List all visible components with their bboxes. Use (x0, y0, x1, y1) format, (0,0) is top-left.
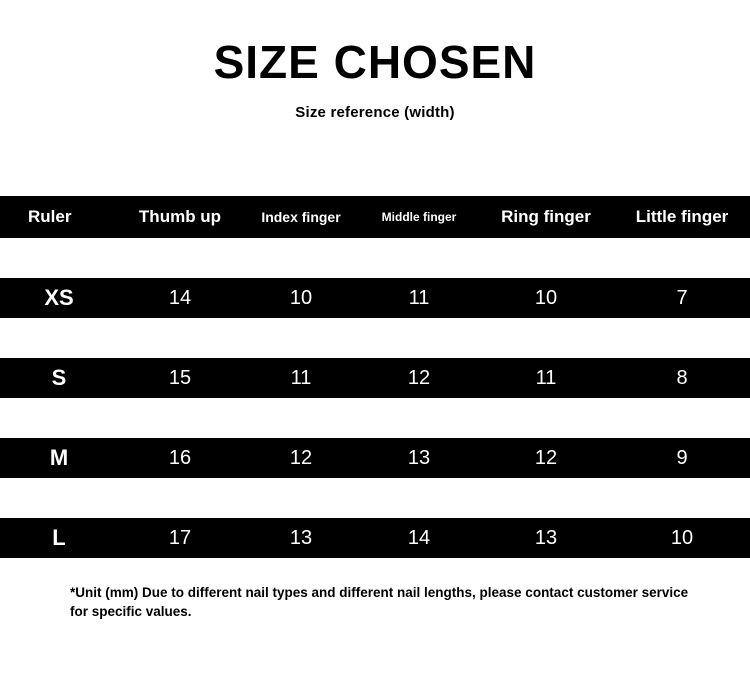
column-header-ring: Ring finger (501, 207, 591, 226)
row-size-label: L (52, 525, 66, 550)
cell-middle: 14 (407, 526, 431, 549)
cell-thumb: 14 (168, 286, 192, 309)
cell-ring: 10 (534, 286, 558, 309)
table-row (0, 438, 750, 478)
footnote-text: *Unit (mm) Due to different nail types and different nail lengths, please contact customer service for specific values. (70, 585, 689, 619)
column-header-index: Index finger (261, 209, 341, 225)
cell-middle: 12 (407, 366, 431, 389)
cell-ring: 11 (535, 366, 557, 389)
column-header-ruler: Ruler (28, 207, 72, 226)
row-size-label: XS (44, 285, 74, 310)
table-header-row (0, 196, 750, 238)
cell-ring: 13 (534, 526, 558, 549)
table-row (0, 278, 750, 318)
cell-thumb: 15 (168, 366, 192, 389)
cell-little: 10 (670, 526, 694, 549)
column-header-little: Little finger (635, 207, 729, 226)
column-header-middle: Middle finger (381, 210, 457, 224)
page-subtitle: Size reference (width) (295, 104, 455, 122)
cell-index: 10 (289, 286, 313, 309)
table-row (0, 358, 750, 398)
cell-little: 7 (676, 286, 688, 309)
row-size-label: M (49, 445, 69, 470)
cell-index: 11 (290, 366, 312, 389)
cell-little: 9 (676, 446, 688, 469)
row-spacer (0, 478, 750, 518)
column-header-thumb: Thumb up (138, 207, 222, 226)
row-spacer (0, 318, 750, 358)
row-size-label: S (51, 365, 67, 390)
size-table (0, 196, 750, 558)
table-row (0, 518, 750, 558)
cell-middle: 13 (407, 446, 431, 469)
cell-index: 13 (289, 526, 313, 549)
row-spacer (0, 238, 750, 278)
cell-thumb: 16 (168, 446, 192, 469)
cell-middle: 11 (408, 286, 430, 309)
page-title: SIZE CHOSEN (213, 36, 537, 88)
row-spacer (0, 398, 750, 438)
cell-thumb: 17 (168, 526, 192, 549)
cell-index: 12 (289, 446, 313, 469)
cell-ring: 12 (534, 446, 558, 469)
cell-little: 8 (676, 366, 688, 389)
